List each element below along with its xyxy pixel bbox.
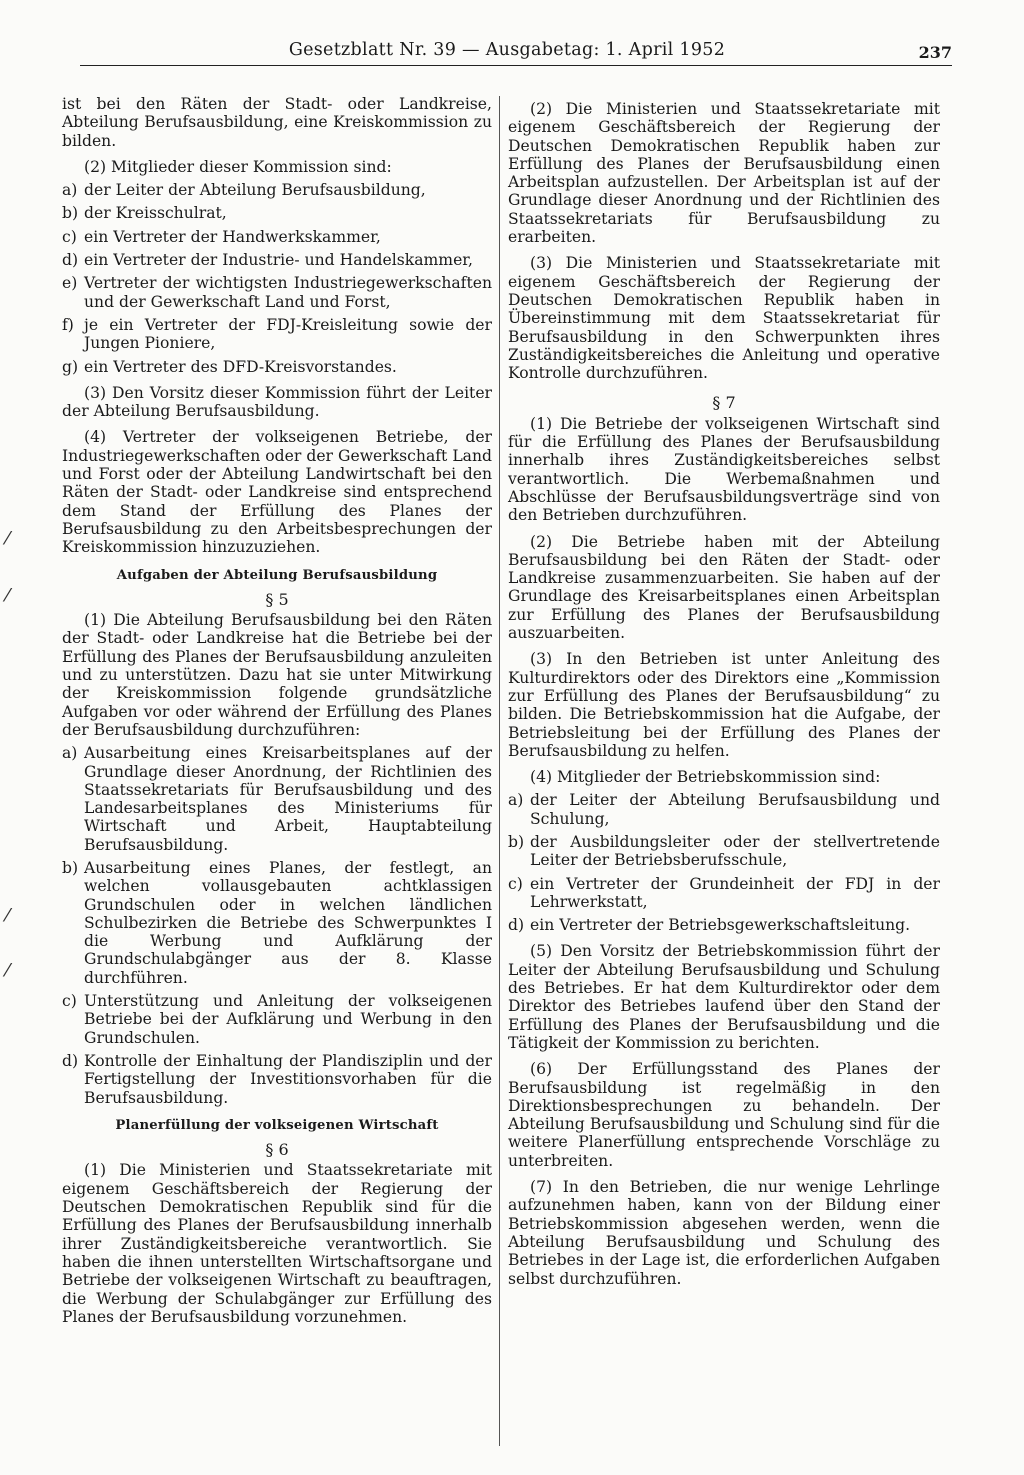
header-rule: [80, 65, 952, 66]
list-item-label: d): [62, 251, 79, 270]
list-item-label: c): [62, 227, 77, 246]
section-heading: Planerfüllung der volkseigenen Wirtschaft: [115, 1117, 439, 1133]
paragraph: (3) Die Ministerien und Staatssekretariate mit eigenem Geschäftsbereich der Regierung der Deutschen Demokratischen Republik haben in Übereinstimmung mit dem Staatssekretariat für Berufsausbildung in den Schwerpunkten ihres Zuständigkeitsbereiches die Anleitung und operative Kontrolle durchzuführen.: [508, 254, 940, 383]
list-item: [508, 916, 940, 934]
list-item-text: ein Vertreter der Industrie- und Handelskammer,: [84, 251, 474, 270]
right-column: [508, 100, 940, 1288]
list-item-label: e): [62, 274, 78, 293]
list-item-text: der Ausbildungsleiter oder der stellvertretende Leiter der Betriebsberufsschule,: [530, 832, 940, 870]
list-item-text: der Leiter der Abteilung Berufsausbildung und Schulung,: [530, 791, 940, 828]
list-item-text: ein Vertreter der Grundeinheit der FDJ in der Lehrwerkstatt,: [530, 874, 940, 911]
section-number: § 7: [712, 393, 736, 413]
list-item-label: g): [62, 357, 79, 376]
list-item: [508, 875, 940, 912]
list-item-label: b): [62, 204, 79, 223]
section-number: § 5: [265, 589, 289, 609]
list-item: [62, 228, 492, 246]
page-header: [62, 40, 952, 66]
list-item-label: a): [62, 181, 78, 200]
list-item-text: der Kreisschulrat,: [84, 204, 227, 223]
list-item: [62, 358, 492, 376]
list-item-label: c): [62, 992, 77, 1011]
list-item-label: d): [508, 916, 525, 935]
list-item: [62, 274, 492, 311]
list-item-label: f): [62, 315, 74, 334]
list-item: [62, 992, 492, 1047]
paragraph: (5) Den Vorsitz der Betriebskommission führt der Leiter der Abteilung Berufsausbildung und Schulung des Betriebes. Er hat dem Kulturdirektor oder dem Direktor des Betriebes laufend über den Stand der Erfüllung des Planes der Berufsausbildung und die Tätigkeit der Kommission zu berichten.: [508, 942, 940, 1052]
page-number: 237: [918, 43, 952, 62]
list-item-label: b): [508, 832, 525, 851]
list-item: [62, 251, 492, 269]
paragraph: (1) Die Abteilung Berufsausbildung bei den Räten der Stadt- oder Landkreise hat die Betriebe bei der Erfüllung des Planes der Berufsausbildung anzuleiten und zu unterstützen. Dazu hat sie unter Mitwirkung der Kreiskommission folgende grundsätzliche Aufgaben vor oder während der Erfüllung des Planes der Berufsausbildung durchzuführen:: [62, 611, 492, 739]
list-item: [508, 791, 940, 828]
list-item-label: a): [508, 791, 524, 810]
section-heading: Aufgaben der Abteilung Berufsausbildung: [116, 567, 438, 583]
section-number: § 6: [265, 1140, 289, 1160]
paragraph: (6) Der Erfüllungsstand des Planes der Berufsausbildung ist regelmäßig in den Direktionsbesprechungen zu behandeln. Der Abteilung Berufsausbildung und Schulung sind für die weitere Planerfüllung entsprechende Vorschläge zu unterbreiten.: [508, 1060, 940, 1170]
paragraph: (3) Den Vorsitz dieser Kommission führt der Leiter der Abteilung Berufsausbildung.: [62, 383, 492, 421]
column-separator: [499, 96, 500, 1446]
paragraph: (2) Die Betriebe haben mit der Abteilung Berufsausbildung bei den Räten der Stadt- oder Landkreise zusammenzuarbeiten. Sie haben auf der Grundlage des Kreisarbeitsplanes einen Arbeitsplan zur Erfüllung des Planes der Berufsausbildung auszuarbeiten.: [508, 532, 940, 643]
paragraph: (1) Die Betriebe der volkseigenen Wirtschaft sind für die Erfüllung des Planes der Berufsausbildung innerhalb ihres Zuständigkeitsbereiches selbst verantwortlich. Die Werbemaßnahmen und Abschlüsse der Berufsausbildungsverträge sind von den Betrieben durchzuführen.: [508, 414, 940, 525]
list-item: [508, 833, 940, 870]
paragraph: (2) Die Ministerien und Staatssekretariate mit eigenem Geschäftsbereich der Regierung der Deutschen Demokratischen Republik haben zur Erfüllung des Planes der Berufsausbildung einen Arbeitsplan aufzustellen. Der Arbeitsplan ist auf der Grundlage dieser Anordnung und der Richtlinien des Staatssekretariats für Berufsausbildung zu erarbeiten.: [508, 100, 940, 247]
left-column: [62, 95, 492, 1326]
list-item: [62, 1052, 492, 1107]
list-item-label: c): [508, 874, 523, 893]
list-item-text: der Leiter der Abteilung Berufsausbildung,: [84, 181, 426, 200]
list-item: [62, 859, 492, 987]
list-item: [62, 744, 492, 854]
list-item: [62, 316, 492, 353]
paragraph: ist bei den Räten der Stadt- oder Landkreise, Abteilung Berufsausbildung, eine Kreiskommission zu bilden.: [62, 95, 492, 150]
list-item-label: d): [62, 1051, 79, 1070]
list-item: [62, 204, 492, 222]
paragraph: (4) Vertreter der volkseigenen Betriebe, der Industriegewerkschaften oder der Gewerkschaft Land und Forst oder der Abteilung Landwirtschaft bei den Räten der Stadt- oder Landkreise sind entsprechend dem Stand der Erfüllung des Planes der Berufsausbildung zu den Arbeitsbesprechungen der Kreiskommission hinzuzuziehen.: [62, 428, 492, 557]
paragraph: (3) In den Betrieben ist unter Anleitung des Kulturdirektors oder des Direktors eine „Kommission zur Erfüllung des Planes der Berufsausbildung“ zu bilden. Die Betriebskommission hat die Aufgabe, der Betriebsleitung bei der Erfüllung des Planes der Berufsausbildung zu helfen.: [508, 650, 940, 760]
list-item-text: je ein Vertreter der FDJ-Kreisleitung sowie der Jungen Pioniere,: [84, 315, 492, 353]
list-item: [62, 181, 492, 199]
list-item-text: Kontrolle der Einhaltung der Plandisziplin und der Fertigstellung der Investitionsvorhaben für die Berufsausbildung.: [84, 1051, 492, 1107]
paragraph: (7) In den Betrieben, die nur wenige Lehrlinge aufzunehmen haben, kann von der Bildung einer Betriebskommission abgesehen werden, wenn die Abteilung Berufsausbildung und Schulung des Betriebes in der Lage ist, die erforderlichen Aufgaben selbst durchzuführen.: [508, 1178, 940, 1288]
margin-tick-mark: ⁄: [6, 528, 10, 549]
margin-tick-mark: ⁄: [6, 585, 10, 606]
paragraph: (4) Mitglieder der Betriebskommission sind:: [530, 768, 881, 787]
list-item-label: a): [62, 744, 78, 763]
list-item-text: Vertreter der wichtigsten Industriegewerkschaften und der Gewerkschaft Land und Forst,: [84, 274, 492, 311]
margin-tick-mark: ⁄: [6, 905, 10, 926]
paragraph: (2) Mitglieder dieser Kommission sind:: [84, 157, 392, 176]
header-title: Gesetzblatt Nr. 39 — Ausgabetag: 1. April 1952: [288, 40, 726, 60]
list-item-text: Ausarbeitung eines Kreisarbeitsplanes auf der Grundlage dieser Anordnung, der Richtlinien des Staatssekretariats für Berufsausbildung und des Landesarbeitsplanes des Ministeriums für Wirtschaft und Arbeit, Hauptabteilung Berufsausbildung.: [84, 744, 492, 854]
paragraph: (1) Die Ministerien und Staatssekretariate mit eigenem Geschäftsbereich der Regierung der Deutschen Demokratischen Republik sind für die Erfüllung des Planes der Berufsausbildung innerhalb ihrer Zuständigkeitsbereiche verantwortlich. Sie haben die ihnen unterstellten Wirtschaftsorgane und Betriebe der volkseigenen Wirtschaft zu beauftragen, die Werbung der Schulabgänger zur Erfüllung des Planes der Berufsausbildung vorzunehmen.: [62, 1161, 492, 1326]
list-item-text: ein Vertreter des DFD-Kreisvorstandes.: [84, 357, 397, 376]
list-item-text: ein Vertreter der Betriebsgewerkschaftsleitung.: [530, 916, 911, 935]
list-item-label: b): [62, 858, 79, 877]
list-item-text: ein Vertreter der Handwerkskammer,: [84, 227, 381, 246]
list-item-text: Unterstützung und Anleitung der volkseigenen Betriebe bei der Aufklärung und Werbung in den Grundschulen.: [84, 992, 492, 1047]
list-item-text: Ausarbeitung eines Planes, der festlegt, an welchen vollausgebauten achtklassigen Grundschulen oder in welchen ländlichen Schulbezirken die Betriebe des Schwerpunktes I die Werbung und Aufklärung der Grundschulabgänger aus der 8. Klasse durchführen.: [84, 858, 492, 987]
margin-tick-mark: ⁄: [6, 960, 10, 981]
